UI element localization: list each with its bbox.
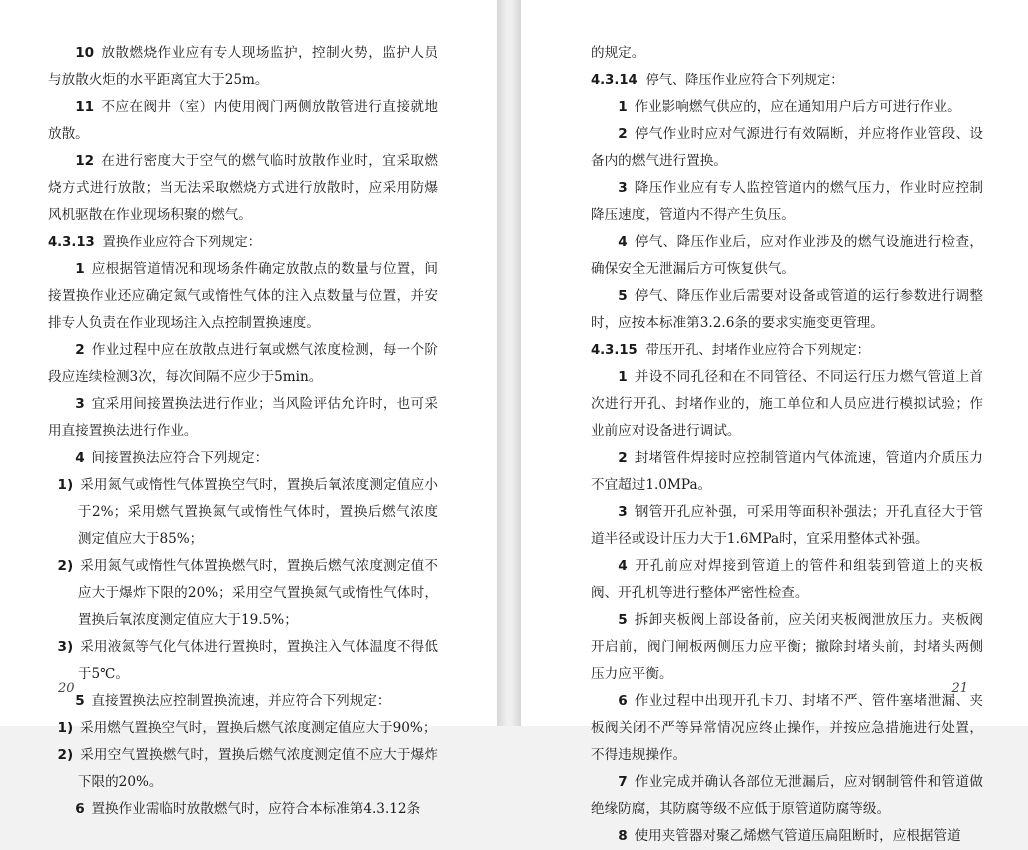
item-text: 宜采用间接置换法进行作业；当风险评估允许时，也可采用直接置换法进行作业。 — [48, 396, 438, 439]
clause-item — [591, 283, 983, 337]
item-number: 4.3.15 — [591, 343, 638, 358]
item-number: 7 — [618, 774, 628, 790]
item-text: 放散燃烧作业应有专人现场监护，控制火势，监护人员与放散火炬的水平距离宜大于25m。 — [48, 45, 438, 88]
item-text: 采用燃气置换空气时，置换后燃气浓度测定值应大于90%； — [79, 720, 437, 736]
item-number: 1) — [57, 477, 74, 493]
item-number: 2 — [618, 450, 628, 466]
clause-item — [591, 175, 983, 229]
clause-item — [48, 391, 438, 445]
page-number-right: 21 — [951, 681, 968, 696]
item-text: 间接置换法应符合下列规定： — [91, 450, 269, 466]
right-page-text — [591, 40, 983, 850]
item-text: 停气、降压作业后需要对设备或管道的运行参数进行调整时，应按本标准第3.2.6条的要求实施变更管理。 — [591, 288, 983, 331]
item-number: 2 — [75, 342, 85, 358]
clause-item — [48, 688, 438, 715]
item-number: 5 — [75, 693, 85, 709]
item-text: 停气、降压作业应符合下列规定： — [645, 73, 844, 88]
item-number: 12 — [75, 153, 95, 169]
item-number: 3) — [57, 639, 74, 655]
clause-item — [591, 94, 983, 121]
clause-item — [591, 364, 983, 445]
continued-text — [591, 40, 983, 67]
item-number: 6 — [75, 801, 85, 817]
left-page — [0, 0, 498, 817]
item-text: 开孔前应对焊接到管道上的管件和组装到管道上的夹板阀、开孔机等进行整体严密性检查。 — [591, 558, 983, 601]
clause-item — [591, 688, 983, 769]
item-number: 1 — [75, 261, 85, 277]
item-number: 4 — [75, 450, 85, 466]
clause-item — [48, 256, 438, 337]
item-text: 应根据管道情况和现场条件确定放散点的数量与位置，间接置换作业还应确定氮气或惰性气体的注入点数量与位置，并安排专人负责在作业现场注入点控制置换速度。 — [48, 261, 438, 331]
clause-item — [48, 445, 438, 472]
sub-item — [48, 472, 438, 553]
sub-item — [48, 553, 438, 634]
item-text: 作业过程中应在放散点进行氧或燃气浓度检测，每一个阶段应连续检测3次，每次间隔不应少于5min。 — [48, 342, 438, 385]
item-text: 采用氮气或惰性气体置换空气时，置换后氧浓度测定值应小于2%；采用燃气置换氮气或惰性气体时，置换后燃气浓度测定值应大于85%； — [77, 477, 438, 547]
clause-item — [48, 148, 438, 229]
item-number: 10 — [75, 45, 95, 61]
item-text: 置换作业应符合下列规定： — [102, 235, 261, 250]
clause-item — [48, 337, 438, 391]
clause-item — [48, 40, 438, 94]
item-text: 作业过程中出现开孔卡刀、封堵不严、管件塞堵泄漏、夹板阀关闭不严等异常情况应终止操作，并按应急措施进行处置，不得违规操作。 — [591, 693, 983, 763]
item-number: 1 — [618, 99, 628, 115]
clause-item — [591, 445, 983, 499]
item-text: 直接置换法应控制置换流速，并应符合下列规定： — [91, 693, 391, 709]
sub-item — [48, 742, 438, 796]
item-number: 3 — [75, 396, 85, 412]
item-text: 降压作业应有专人监控管道内的燃气压力，作业时应控制降压速度，管道内不得产生负压。 — [591, 180, 983, 223]
clause-item — [48, 94, 438, 148]
clause-item — [48, 796, 438, 823]
book-gutter — [498, 0, 520, 726]
sub-item — [48, 634, 438, 688]
item-text: 采用空气置换燃气时，置换后燃气浓度测定值不应大于爆炸下限的20%。 — [77, 747, 438, 790]
clause-item — [591, 823, 983, 850]
item-number: 8 — [618, 828, 628, 844]
item-text: 采用液氮等气化气体进行置换时，置换注入气体温度不得低于5℃。 — [77, 639, 438, 682]
clause-item — [591, 121, 983, 175]
item-number: 2) — [57, 558, 74, 574]
clause-item — [591, 229, 983, 283]
item-number: 3 — [618, 180, 628, 196]
item-number: 4 — [618, 558, 628, 574]
item-text: 在进行密度大于空气的燃气临时放散作业时，宜采取燃烧方式进行放散；当无法采取燃烧方式进行放散时，应采用防爆风机驱散在作业现场积聚的燃气。 — [48, 153, 438, 223]
item-text: 置换作业需临时放散燃气时，应符合本标准第4.3.12条 — [91, 801, 421, 817]
item-number: 6 — [618, 693, 628, 709]
left-page-text — [48, 40, 438, 823]
clause-item — [591, 499, 983, 553]
item-text: 的规定。 — [591, 45, 646, 61]
item-number: 1 — [618, 369, 628, 385]
item-text: 停气作业时应对气源进行有效隔断，并应将作业管段、设备内的燃气进行置换。 — [591, 126, 983, 169]
item-number: 1) — [57, 720, 74, 736]
page-number-left: 20 — [58, 681, 75, 696]
sub-item — [48, 715, 438, 742]
item-text: 使用夹管器对聚乙烯燃气管道压扁阻断时，应根据管道 — [634, 828, 961, 844]
item-text: 并设不同孔径和在不同管径、不同运行压力燃气管道上首次进行开孔、封堵作业的，施工单位和人员应进行模拟试验；作业前应对设备进行调试。 — [591, 369, 983, 439]
item-number: 11 — [75, 99, 95, 115]
item-text: 拆卸夹板阀上部设备前，应关闭夹板阀泄放压力。夹板阀开启前，阀门闸板两侧压力应平衡；撤除封堵头前，封堵头两侧压力应平衡。 — [591, 612, 983, 682]
clause-item — [591, 553, 983, 607]
item-text: 封堵管件焊接时应控制管道内气体流速，管道内介质压力不宜超过1.0MPa。 — [591, 450, 983, 493]
clause-item — [591, 769, 983, 823]
item-number: 4.3.13 — [48, 235, 95, 250]
item-text: 停气、降压作业后，应对作业涉及的燃气设施进行检查，确保安全无泄漏后方可恢复供气。 — [591, 234, 983, 277]
item-number: 5 — [618, 288, 628, 304]
item-text: 不应在阀井（室）内使用阀门两侧放散管进行直接就地放散。 — [48, 99, 438, 142]
item-text: 钢管开孔应补强，可采用等面积补强法；开孔直径大于管道半径或设计压力大于1.6MPa时，宜采用整体式补强。 — [591, 504, 983, 547]
item-number: 2 — [618, 126, 628, 142]
item-number: 3 — [618, 504, 628, 520]
clause-heading — [591, 337, 983, 364]
item-number: 4 — [618, 234, 628, 250]
item-text: 作业完成并确认各部位无泄漏后，应对钢制管件和管道做绝缘防腐，其防腐等级不应低于原管道防腐等级。 — [591, 774, 983, 817]
item-text: 作业影响燃气供应的，应在通知用户后方可进行作业。 — [634, 99, 961, 115]
item-number: 4.3.14 — [591, 73, 638, 88]
clause-item — [591, 607, 983, 688]
item-number: 5 — [618, 612, 628, 628]
right-page — [520, 0, 1028, 844]
item-text: 采用氮气或惰性气体置换燃气时，置换后燃气浓度测定值不应大于爆炸下限的20%；采用空气置换氮气或惰性气体时，置换后氧浓度测定值应大于19.5%； — [77, 558, 438, 628]
clause-heading — [591, 67, 983, 94]
clause-heading — [48, 229, 438, 256]
item-text: 带压开孔、封堵作业应符合下列规定： — [645, 343, 870, 358]
item-number: 2) — [57, 747, 74, 763]
